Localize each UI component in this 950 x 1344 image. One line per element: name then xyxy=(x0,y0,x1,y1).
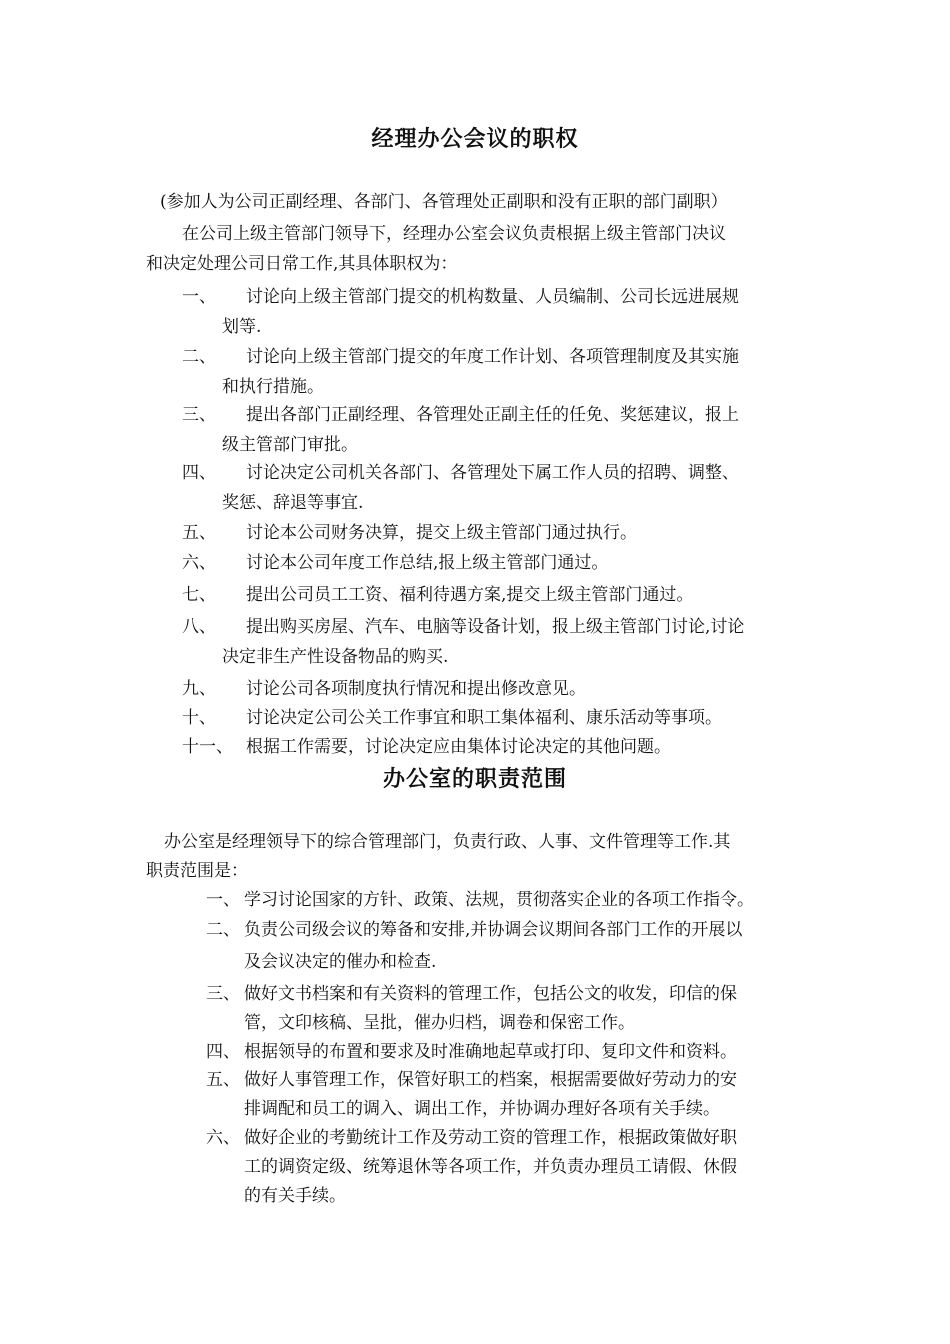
item-number: 十一、 xyxy=(182,737,233,757)
item-number: 二、 xyxy=(182,347,216,367)
item-number: 一、 xyxy=(206,890,240,910)
section2-intro-line1: 办公室是经理领导下的综合管理部门，负责行政、人事、文件管理等工作.其 xyxy=(164,832,731,852)
item-text-line: 管，文印核稿、呈批，催办归档，调卷和保密工作。 xyxy=(244,1013,635,1033)
item-text-line: 提出公司员工工资、福利待遇方案,提交上级主管部门通过。 xyxy=(246,585,694,605)
item-text-line: 做好企业的考勤统计工作及劳动工资的管理工作，根据政策做好职 xyxy=(244,1128,737,1148)
section1-intro-line1: 在公司上级主管部门领导下，经理办公室会议负责根据上级主管部门决议 xyxy=(182,224,726,244)
item-text-line: 及会议决定的催办和检查. xyxy=(244,952,437,972)
item-text-line: 根据工作需要，讨论决定应由集体讨论决定的其他问题。 xyxy=(246,737,671,757)
section1-intro-line2: 和决定处理公司日常工作,其具体职权为： xyxy=(146,254,458,274)
item-text-line: 提出购买房屋、汽车、电脑等设备计划，报上级主管部门讨论,讨论 xyxy=(246,617,745,637)
item-number: 五、 xyxy=(206,1070,240,1090)
item-text-line: 决定非生产性设备物品的购买. xyxy=(222,647,449,667)
section2-title: 办公室的职责范围 xyxy=(382,767,567,792)
item-text-line: 负责公司级会议的筹备和安排,并协调会议期间各部门工作的开展以 xyxy=(244,920,743,940)
item-text-line: 奖惩、辞退等事宜. xyxy=(222,493,364,513)
section1-participants: (参加人为公司正副经理、各部门、各管理处正副职和没有正职的部门副职） xyxy=(160,192,728,212)
item-number: 一、 xyxy=(182,287,216,307)
item-text-line: 级主管部门审批。 xyxy=(222,435,358,455)
item-number: 七、 xyxy=(182,585,216,605)
item-number: 六、 xyxy=(206,1128,240,1148)
item-number: 九、 xyxy=(182,679,216,699)
item-number: 五、 xyxy=(182,523,216,543)
item-text-line: 提出各部门正副经理、各管理处正副主任的任免、奖惩建议，报上 xyxy=(246,405,739,425)
section1-title: 经理办公会议的职权 xyxy=(371,127,579,152)
item-text-line: 排调配和员工的调入、调出工作，并协调办理好各项有关手续。 xyxy=(244,1099,720,1119)
item-number: 三、 xyxy=(182,405,216,425)
item-text-line: 做好人事管理工作，保管好职工的档案，根据需要做好劳动力的安 xyxy=(244,1070,737,1090)
item-number: 三、 xyxy=(206,984,240,1004)
item-text-line: 讨论决定公司公关工作事宜和职工集体福利、康乐活动等事项。 xyxy=(246,708,722,728)
item-text-line: 划等. xyxy=(222,317,262,337)
item-text-line: 讨论本公司财务决算，提交上级主管部门通过执行。 xyxy=(246,523,637,543)
item-text-line: 学习讨论国家的方针、政策、法规，贯彻落实企业的各项工作指令。 xyxy=(244,890,754,910)
item-text-line: 讨论本公司年度工作总结,报上级主管部门通过。 xyxy=(246,553,609,573)
item-text-line: 讨论向上级主管部门提交的机构数量、人员编制、公司长远进展规 xyxy=(246,287,739,307)
item-text-line: 的有关手续。 xyxy=(244,1186,346,1206)
item-number: 二、 xyxy=(206,920,240,940)
item-number: 六、 xyxy=(182,553,216,573)
item-number: 八、 xyxy=(182,617,216,637)
section2-intro-line2: 职责范围是： xyxy=(146,861,248,881)
item-text-line: 工的调资定级、统筹退休等各项工作，并负责办理员工请假、休假 xyxy=(244,1157,737,1177)
item-number: 四、 xyxy=(182,463,216,483)
item-number: 十、 xyxy=(182,708,216,728)
item-text-line: 讨论决定公司机关各部门、各管理处下属工作人员的招聘、调整、 xyxy=(246,463,739,483)
item-text-line: 做好文书档案和有关资料的管理工作，包括公文的收发，印信的保 xyxy=(244,984,737,1004)
item-text-line: 讨论公司各项制度执行情况和提出修改意见。 xyxy=(246,679,586,699)
item-text-line: 讨论向上级主管部门提交的年度工作计划、各项管理制度及其实施 xyxy=(246,347,739,367)
item-text-line: 根据领导的布置和要求及时准确地起草或打印、复印文件和资料。 xyxy=(244,1042,737,1062)
item-number: 四、 xyxy=(206,1042,240,1062)
item-text-line: 和执行措施。 xyxy=(222,377,324,397)
